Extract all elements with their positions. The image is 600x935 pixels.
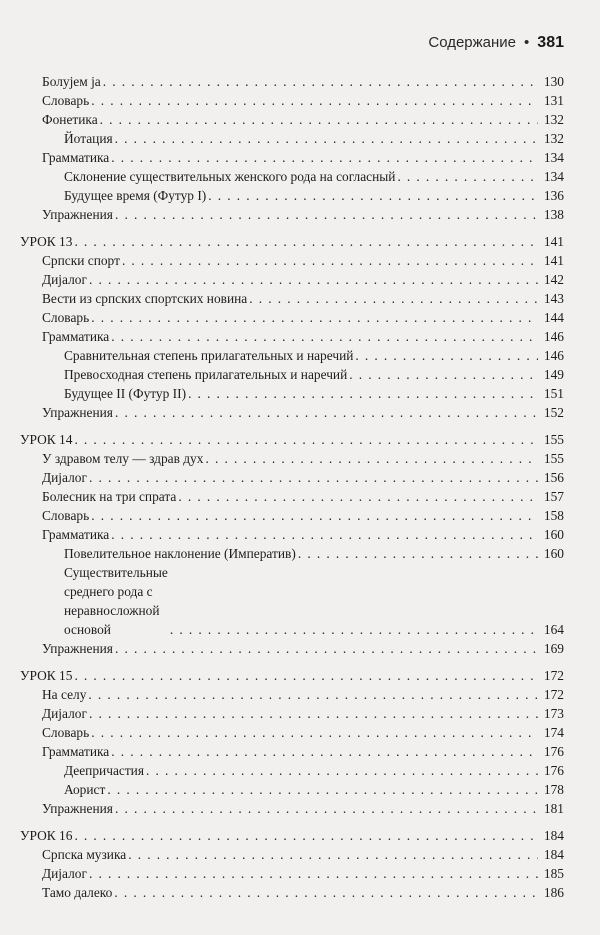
toc-lesson-entry[interactable] (20, 826, 564, 845)
toc-entry-title: Фонетика (42, 112, 98, 127)
toc-entry-title: УРОК 16 (20, 828, 73, 843)
toc-entry-title: Упражнения (42, 801, 113, 816)
toc-entry-page: 146 (543, 348, 564, 363)
toc-entry[interactable] (20, 864, 564, 883)
toc-entry-page: 134 (543, 169, 564, 184)
toc-entry-title: Болујем ја (42, 74, 101, 89)
toc-entry-title: Сравнительная степень прилагательных и наречий (64, 348, 354, 363)
toc-entry[interactable] (20, 186, 564, 205)
section-title: Содержание (428, 34, 517, 51)
toc-entry[interactable] (20, 487, 564, 506)
dot-leader (111, 525, 538, 544)
dot-leader (111, 742, 538, 761)
toc-entry-page: 157 (543, 489, 564, 504)
dot-leader (89, 270, 538, 289)
dot-leader (89, 864, 538, 883)
toc-entry-page: 174 (543, 725, 564, 740)
toc-entry-title: Болесник на три спрата (42, 489, 177, 504)
toc-entry[interactable] (20, 563, 564, 639)
toc-entry-title: УРОК 15 (20, 668, 73, 683)
toc-entry-page: 186 (543, 885, 564, 900)
toc-entry[interactable] (20, 506, 564, 525)
dot-leader (128, 845, 538, 864)
toc-entry-page: 158 (543, 508, 564, 523)
toc-entry-page: 155 (543, 451, 564, 466)
toc-entry[interactable] (20, 761, 564, 780)
toc-entry[interactable] (20, 167, 564, 186)
toc-entry-page: 149 (543, 367, 564, 382)
toc-entry-title: Упражнения (42, 207, 113, 222)
toc-entry[interactable] (20, 365, 564, 384)
toc-entry[interactable] (20, 270, 564, 289)
toc-entry-page: 184 (543, 828, 564, 843)
toc-entry-title: Дијалог (42, 706, 87, 721)
toc-entry-title: Аорист (64, 782, 106, 797)
toc-entry-page: 173 (543, 706, 564, 721)
toc-entry[interactable] (20, 308, 564, 327)
toc-entry-page: 130 (543, 74, 564, 89)
toc-entry-title: Словарь (42, 310, 90, 325)
dot-leader (115, 639, 538, 658)
toc-entry-page: 142 (543, 272, 564, 287)
toc-entry-title: Упражнения (42, 641, 113, 656)
toc-entry-title: Словарь (42, 725, 90, 740)
toc-lesson-entry[interactable] (20, 666, 564, 685)
toc-entry-page: 132 (543, 112, 564, 127)
toc-entry[interactable] (20, 91, 564, 110)
toc-entry-page: 143 (543, 291, 564, 306)
toc-entry-title: Словарь (42, 93, 90, 108)
toc-entry-title: Превосходная степень прилагательных и наречий (64, 367, 348, 382)
dot-leader (89, 468, 538, 487)
dot-leader (115, 129, 538, 148)
toc-entry[interactable] (20, 780, 564, 799)
toc-entry-title: Грамматика (42, 527, 110, 542)
dot-leader (74, 232, 538, 251)
toc-entry-title: Грамматика (42, 150, 110, 165)
toc-entry-title: У здравом телу — здрав дух (42, 451, 204, 466)
toc-entry-title: Вести из српских спортских новина (42, 291, 248, 306)
toc-entry-page: 136 (543, 188, 564, 203)
toc-entry-page: 164 (543, 622, 564, 637)
toc-entry-title: УРОК 14 (20, 432, 73, 447)
dot-leader (170, 620, 538, 639)
toc-entry-page: 176 (543, 744, 564, 759)
toc-entry-page: 155 (543, 432, 564, 447)
toc-entry-title: На селу (42, 687, 87, 702)
toc-entry[interactable] (20, 544, 564, 563)
toc-entry-title: Существительные среднего рода с неравносложной основой (64, 565, 168, 637)
dot-leader (298, 544, 538, 563)
toc-entry-page: 172 (543, 668, 564, 683)
toc-entry-title: Будущее время (Футур I) (64, 188, 207, 203)
toc-entry-title: Дијалог (42, 272, 87, 287)
toc-entry[interactable] (20, 403, 564, 422)
toc-entry-page: 156 (543, 470, 564, 485)
table-of-contents (20, 72, 564, 902)
dot-leader (355, 346, 538, 365)
toc-entry-title: Йотация (64, 131, 113, 146)
toc-entry-title: Грамматика (42, 329, 110, 344)
toc-entry-page: 141 (543, 234, 564, 249)
toc-entry-title: Тамо далеко (42, 885, 113, 900)
dot-leader (74, 826, 538, 845)
dot-leader (89, 704, 538, 723)
dot-leader (205, 449, 538, 468)
toc-entry-title: Будущее II (Футур II) (64, 386, 187, 401)
dot-leader (114, 883, 538, 902)
dot-leader (91, 506, 538, 525)
toc-entry-page: 184 (543, 847, 564, 862)
toc-entry[interactable] (20, 251, 564, 270)
toc-entry[interactable] (20, 723, 564, 742)
toc-entry-page: 131 (543, 93, 564, 108)
toc-entry-title: УРОК 13 (20, 234, 73, 249)
toc-entry[interactable] (20, 468, 564, 487)
toc-entry-page: 138 (543, 207, 564, 222)
toc-entry[interactable] (20, 639, 564, 658)
toc-entry-page: 141 (543, 253, 564, 268)
toc-entry-title: Склонение существительных женского рода на согласный (64, 169, 396, 184)
toc-entry-page: 181 (543, 801, 564, 816)
toc-entry-title: Грамматика (42, 744, 110, 759)
toc-entry-page: 169 (543, 641, 564, 656)
dot-leader (111, 148, 538, 167)
dot-leader (91, 308, 538, 327)
toc-entry-title: Словарь (42, 508, 90, 523)
toc-entry-page: 146 (543, 329, 564, 344)
toc-entry-page: 172 (543, 687, 564, 702)
dot-leader (208, 186, 538, 205)
toc-entry[interactable] (20, 799, 564, 818)
toc-entry-page: 160 (543, 527, 564, 542)
toc-entry[interactable] (20, 685, 564, 704)
toc-entry-page: 134 (543, 150, 564, 165)
toc-entry-page: 151 (543, 386, 564, 401)
dot-leader (115, 799, 538, 818)
toc-entry-page: 144 (543, 310, 564, 325)
dot-leader (115, 205, 538, 224)
toc-entry[interactable] (20, 289, 564, 308)
dot-leader (74, 666, 538, 685)
toc-entry[interactable] (20, 704, 564, 723)
toc-entry-title: Дијалог (42, 866, 87, 881)
toc-lesson-entry[interactable] (20, 232, 564, 251)
dot-leader (115, 403, 538, 422)
dot-leader (91, 91, 538, 110)
dot-leader (249, 289, 538, 308)
toc-entry[interactable] (20, 205, 564, 224)
toc-entry[interactable] (20, 129, 564, 148)
dot-leader (397, 167, 538, 186)
toc-entry-title: Упражнения (42, 405, 113, 420)
dot-leader (74, 430, 538, 449)
toc-entry-page: 176 (543, 763, 564, 778)
toc-entry[interactable] (20, 742, 564, 761)
dot-leader (100, 110, 538, 129)
toc-entry-page: 132 (543, 131, 564, 146)
toc-entry[interactable] (20, 883, 564, 902)
running-head (428, 34, 564, 52)
toc-entry[interactable] (20, 148, 564, 167)
dot-leader (178, 487, 538, 506)
dot-leader (349, 365, 538, 384)
toc-entry[interactable] (20, 327, 564, 346)
toc-entry-page: 185 (543, 866, 564, 881)
toc-entry[interactable] (20, 72, 564, 91)
toc-lesson-entry[interactable] (20, 430, 564, 449)
toc-entry-title: Деепричастия (64, 763, 145, 778)
header-bullet: • (524, 34, 530, 51)
toc-entry[interactable] (20, 110, 564, 129)
toc-entry-title: Повелительное наклонение (Императив) (64, 546, 296, 561)
toc-entry-page: 178 (543, 782, 564, 797)
dot-leader (122, 251, 538, 270)
toc-entry[interactable] (20, 384, 564, 403)
toc-entry[interactable] (20, 346, 564, 365)
dot-leader (107, 780, 538, 799)
toc-entry[interactable] (20, 449, 564, 468)
dot-leader (146, 761, 538, 780)
page-number: 381 (537, 34, 564, 51)
toc-entry-title: Дијалог (42, 470, 87, 485)
toc-entry-page: 160 (543, 546, 564, 561)
toc-entry[interactable] (20, 525, 564, 544)
dot-leader (188, 384, 538, 403)
dot-leader (111, 327, 538, 346)
toc-entry-title: Српски спорт (42, 253, 120, 268)
dot-leader (103, 72, 538, 91)
toc-entry-page: 152 (543, 405, 564, 420)
toc-entry[interactable] (20, 845, 564, 864)
toc-entry-title: Српска музика (42, 847, 127, 862)
dot-leader (88, 685, 538, 704)
dot-leader (91, 723, 538, 742)
